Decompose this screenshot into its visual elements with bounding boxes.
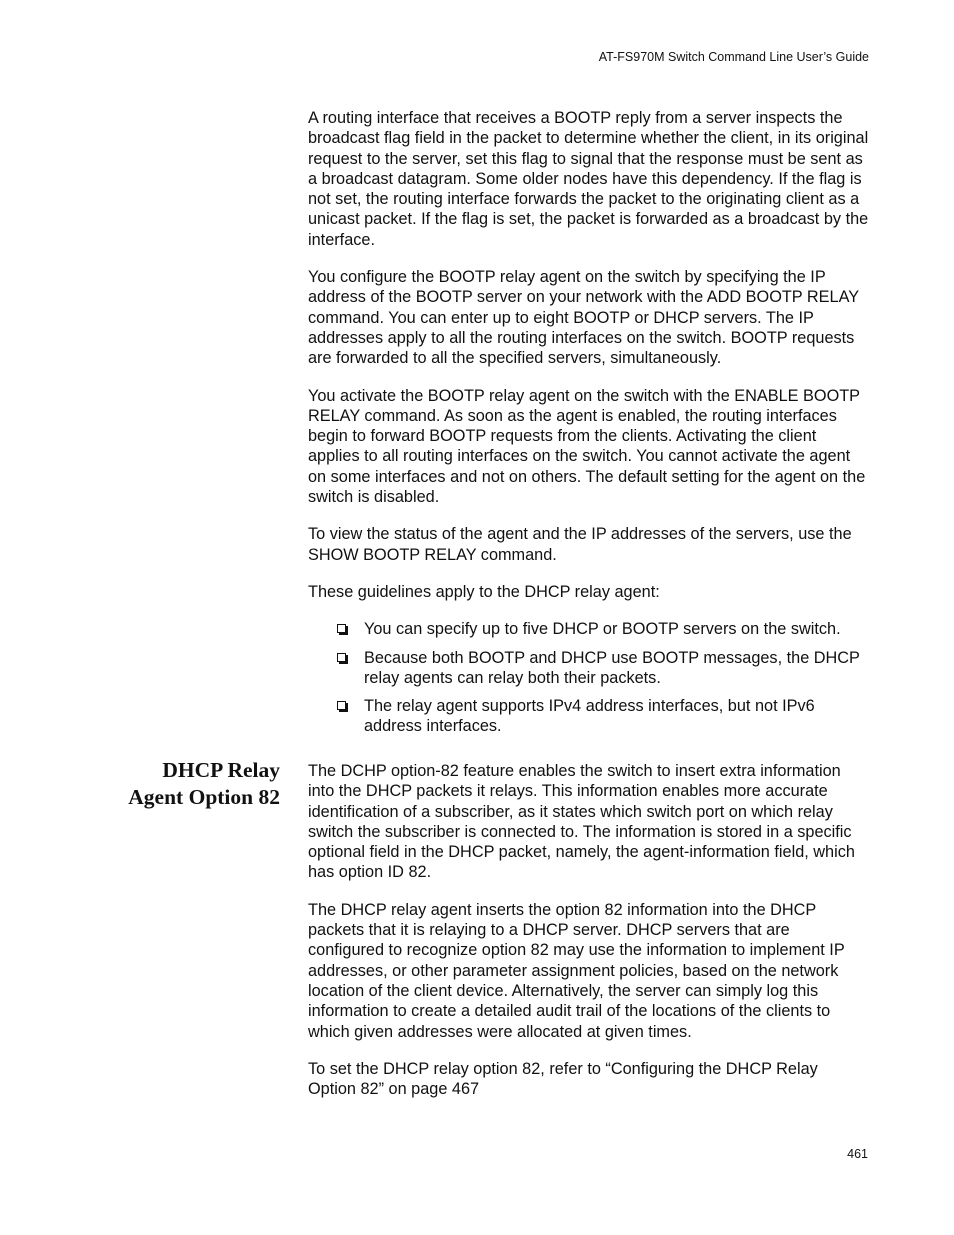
body-paragraph: To set the DHCP relay option 82, refer to “Configuring the DHCP Relay Option 82” on page 467 [308,1059,818,1099]
section-heading-line: DHCP Relay [162,758,280,782]
list-item [364,648,870,689]
body-paragraph: To view the status of the agent and the IP addresses of the servers, use the SHOW BOOTP RELAY command. [308,525,852,564]
section-heading-option82 [80,757,280,811]
list-item-text: Because both BOOTP and DHCP use BOOTP messages, the DHCP relay agents can relay both their packets. [364,648,860,687]
body-paragraph: The DHCP relay agent inserts the option 82 information into the DHCP packets that it is relaying to a DHCP server. DHCP servers that are configured to recognize option 82 may use the information to implement IP addresses, or other parameter assignment policies, based on the network location of the client device. Alternatively, the server can simply log this information to create a detailed audit trail of the locations of the clients to which given addresses were allocated at given times. [308,900,845,1041]
body-paragraph: The DCHP option-82 feature enables the switch to insert extra information into the DHCP packets it relays. This information enables more accurate identification of a subscriber, as it states which switch port on which relay switch the subscriber is connected to. The information is stored in a specific optional field in the DHCP packet, namely, the agent-information field, which has option ID 82. [308,762,855,882]
checkbox-bullet-icon [337,701,346,710]
checkbox-bullet-icon [337,653,346,662]
body-paragraph: These guidelines apply to the DHCP relay agent: [308,582,660,601]
list-item-text: The relay agent supports IPv4 address interfaces, but not IPv6 address interfaces. [364,697,815,736]
option82-body [308,761,870,1099]
running-header: AT-FS970M Switch Command Line User’s Guide [598,50,869,64]
page-number: 461 [847,1147,868,1161]
body-paragraph: A routing interface that receives a BOOTP reply from a server inspects the broadcast flag field in the packet to determine whether the client, in its original request to the server, set this flag to signal that the response must be sent as a broadcast datagram. Some older nodes have this dependency. If the flag is not set, the routing interface forwards the packet to the originating client as a unicast packet. If the flag is set, the packet is forwarded as a broadcast by the interface. [308,109,869,249]
section-heading-line: Agent Option 82 [128,785,280,809]
guidelines-list [308,619,870,736]
checkbox-bullet-icon [337,624,346,633]
list-item [364,696,870,737]
body-paragraph: You configure the BOOTP relay agent on the switch by specifying the IP address of the BOOTP server on your network with the ADD BOOTP RELAY command. You can enter up to eight BOOTP or DHCP servers. The IP addresses apply to all the routing interfaces on the switch. BOOTP requests are forwarded to all the specified servers, simultaneously. [308,268,859,368]
bootp-relay-body [308,108,870,737]
body-paragraph: You activate the BOOTP relay agent on the switch with the ENABLE BOOTP RELAY command. As soon as the agent is enabled, the routing interfaces begin to forward BOOTP requests from the clients. Activating the client applies to all routing interfaces on the switch. You cannot activate the agent on some interfaces and not on others. The default setting for the agent on the switch is disabled. [308,386,866,507]
list-item-text: You can specify up to five DHCP or BOOTP servers on the switch. [364,620,841,639]
list-item [364,619,870,639]
